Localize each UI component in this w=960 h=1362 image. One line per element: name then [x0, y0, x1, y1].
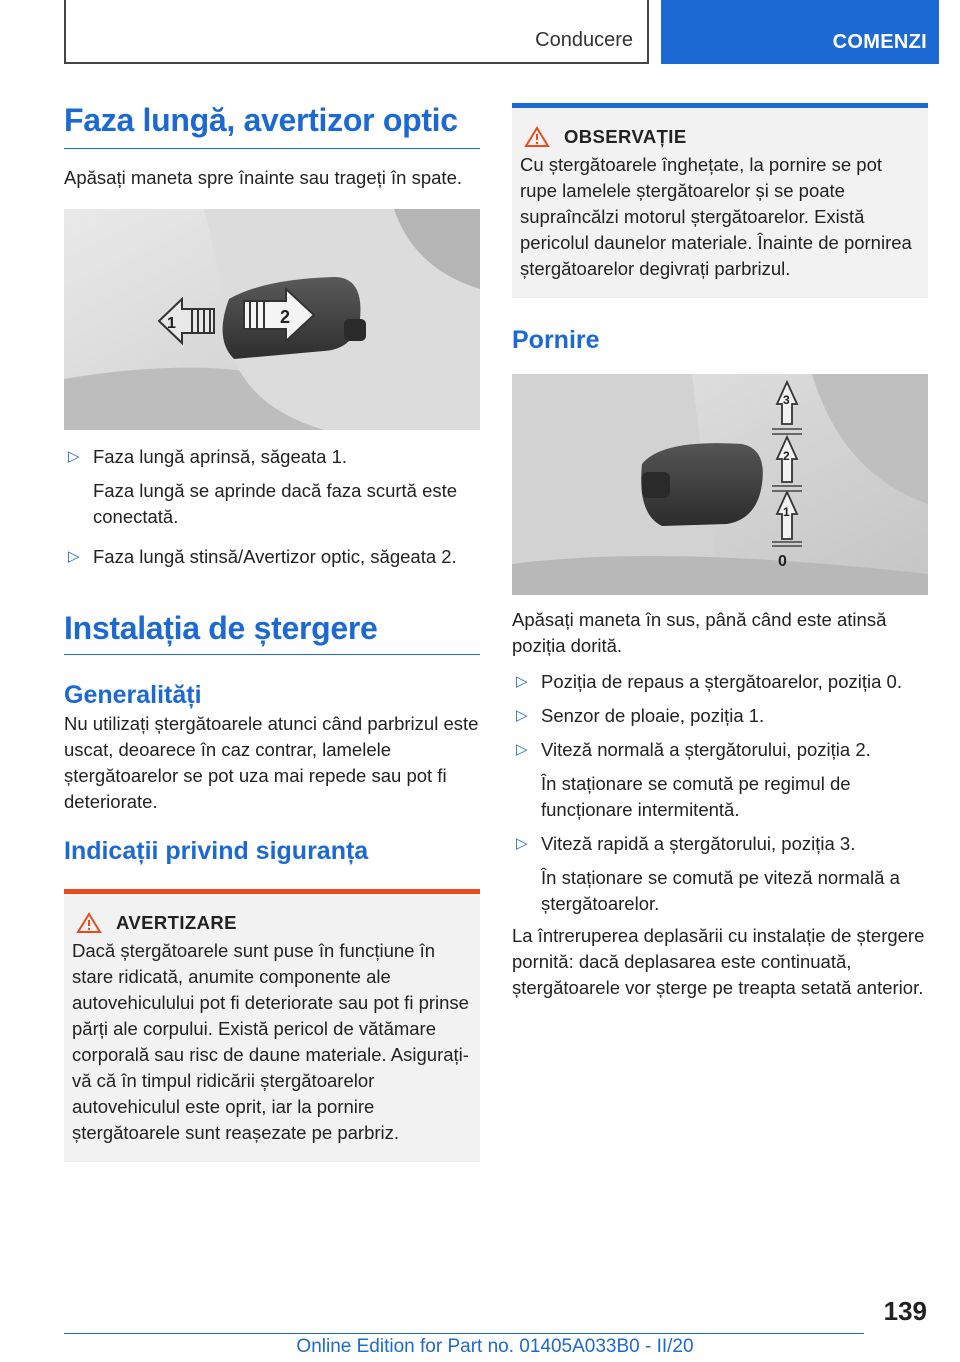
position-0-label: 0	[778, 553, 787, 570]
triangle-right-icon: ▷	[516, 835, 528, 852]
header-section-title: Conducere	[535, 29, 633, 51]
heading-general: Generalități	[64, 681, 202, 709]
list-item: ▷ Faza lungă aprinsă, săgeata 1.	[64, 444, 480, 470]
footer-edition: Online Edition for Part no. 01405A033B0 - II/20	[296, 1336, 694, 1357]
page-number: 139	[883, 1296, 927, 1326]
position-1-label: 1	[783, 505, 790, 519]
position-3-label: 3	[783, 393, 790, 407]
header-chapter-title: COMENZI	[832, 31, 927, 53]
list-item: ▷ Viteză normală a ștergătorului, poziția 2.	[512, 737, 928, 763]
heading-high-beam: Faza lungă, avertizor optic	[64, 100, 480, 149]
warning-text: Dacă ștergătoarele sunt puse în funcțiune în stare ridicată, anumite componente ale autovehiculului pot fi deteriorate sau pot fi prinse părți ale corpului. Există pericol de vătămare corporală sau risc de daune materiale. Asigurați-vă că în timpul ridicării ștergătoarelor autovehiculul este oprit, iar la pornire ștergătoarele sunt reașezate pe parbriz.	[72, 940, 469, 1143]
header-chapter-tab[interactable]	[661, 0, 939, 64]
warning-triangle-icon	[76, 912, 102, 934]
triangle-right-icon: ▷	[68, 548, 80, 565]
warning-box	[64, 889, 480, 1162]
note-title: OBSERVAȚIE	[520, 126, 920, 148]
list-item: ▷ Viteză rapidă a ștergătorului, poziția 3.	[512, 831, 928, 857]
arrow-1-label: 1	[167, 315, 176, 332]
position-2-label: 2	[783, 449, 790, 463]
high-beam-list	[64, 444, 480, 570]
high-beam-lever-illustration	[64, 209, 480, 430]
note-box	[512, 103, 928, 298]
high-beam-intro: Apăsați maneta spre înainte sau trageți în spate.	[64, 167, 462, 188]
arrow-2-label: 2	[280, 307, 291, 327]
triangle-right-icon: ▷	[68, 448, 80, 465]
start-list	[512, 669, 928, 917]
warning-title: AVERTIZARE	[72, 912, 472, 934]
list-item: ▷ Poziția de repaus a ștergătoarelor, poziția 0.	[512, 669, 928, 695]
list-item-detail: În staționare se comută pe regimul de funcționare intermitentă.	[541, 773, 851, 820]
note-text: Cu ștergătoarele înghețate, la pornire se pot rupe lamelele ștergătoarelor și se poate supraîncălzi motorul ștergătoarelor. Există pericolul daunelor materiale. Înainte de pornirea ștergătoarelor degivrați parbrizul.	[520, 154, 912, 279]
heading-safety: Indicații privind siguranța	[64, 837, 369, 865]
list-item: ▷ Faza lungă stinsă/Avertizor optic, săgeata 2.	[64, 544, 480, 570]
general-text: Nu utilizați ștergătoarele atunci când parbrizul este uscat, deoarece în caz contrar, lamelele ștergătoarelor se pot uza mai repede sau pot fi deteriorate.	[64, 713, 479, 812]
list-item-detail: În staționare se comută pe viteză normală a ștergătoarelor.	[541, 867, 900, 914]
heading-wiper-system: Instalația de ștergere	[64, 608, 480, 655]
warning-triangle-icon	[524, 126, 550, 148]
heading-start: Pornire	[512, 326, 600, 354]
wiper-lever-illustration	[512, 374, 928, 595]
high-beam-lever-image	[64, 209, 480, 430]
list-item: ▷ Senzor de ploaie, poziția 1.	[512, 703, 928, 729]
wiper-lever-image	[512, 374, 928, 595]
list-item-detail: Faza lungă se aprinde dacă faza scurtă este conectată.	[93, 480, 458, 527]
left-column	[64, 100, 480, 1162]
triangle-right-icon: ▷	[516, 741, 528, 758]
triangle-right-icon: ▷	[516, 707, 528, 724]
start-intro: Apăsați maneta în sus, până când este atinsă poziția dorită.	[512, 609, 887, 656]
footer-divider	[64, 1333, 864, 1334]
triangle-right-icon: ▷	[516, 673, 528, 690]
right-column	[512, 103, 928, 1001]
header-section-tab	[64, 0, 649, 64]
interrupt-text: La întreruperea deplasării cu instalație de ștergere pornită: dacă deplasarea este continuată, ștergătoarele vor șterge pe treapta setată anterior.	[512, 925, 925, 998]
